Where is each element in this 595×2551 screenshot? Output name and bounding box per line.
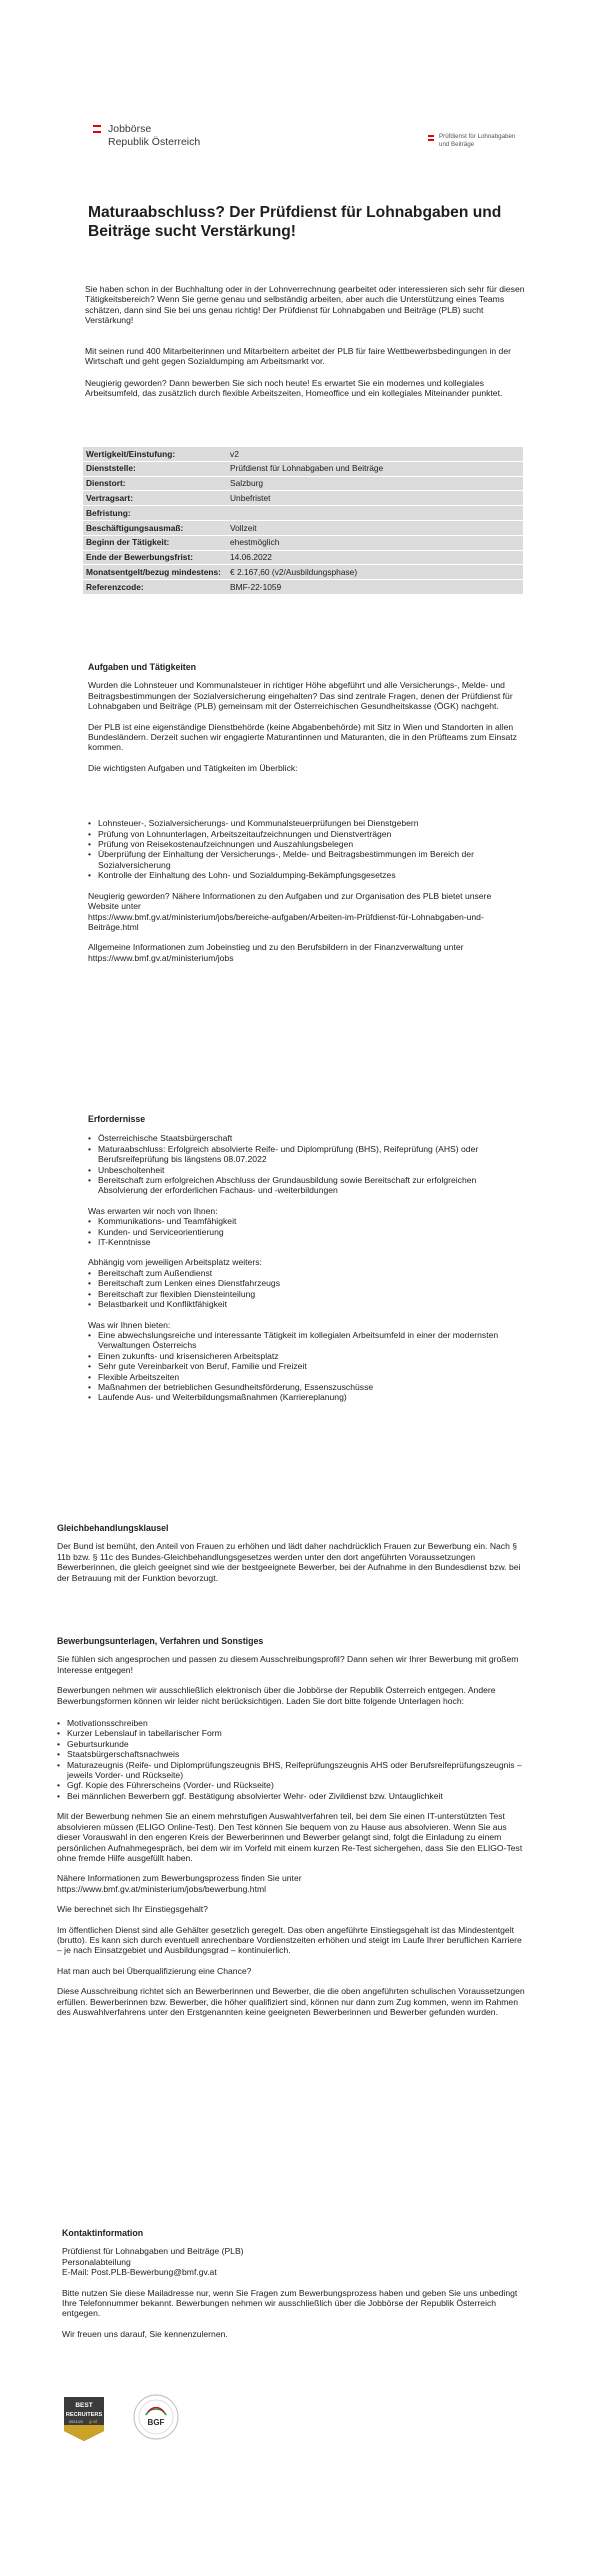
bewerbung-info-link[interactable]: https://www.bmf.gv.at/ministerium/jobs/bewerbung.html [57, 1883, 267, 1894]
bgf-seal-icon [132, 2393, 180, 2441]
fact-key: Befristung: [83, 506, 227, 521]
page-title: Maturaabschluss? Der Prüfdienst für Lohnabgaben und Beiträge sucht Verstärkung! [88, 204, 502, 241]
fact-row [83, 565, 523, 580]
faq-question: Hat man auch bei Überqualifizierung eine Chance? [57, 1965, 252, 1976]
section-heading: Kontaktinformation [62, 2228, 144, 2238]
list-item: • Maßnahmen der betrieblichen Gesundheitsförderung, Essenszuschüsse [88, 1382, 524, 1392]
fact-key: Dienstort: [83, 476, 227, 491]
list-item: • Prüfung von Reisekostenaufzeichnungen und Auszahlungsbelegen [88, 839, 524, 849]
fact-row [83, 476, 523, 491]
paragraph: Was wir Ihnen bieten: [88, 1319, 171, 1330]
bgf-text: BGF [147, 2418, 165, 2427]
fact-row [83, 550, 523, 565]
list-item: • IT-Kenntnisse [88, 1237, 524, 1247]
best-recruiters-badge [62, 2395, 106, 2443]
section-heading: Aufgaben und Tätigkeiten [88, 662, 197, 672]
fact-value: € 2.167,60 (v2/Ausbildungsphase) [227, 565, 523, 580]
paragraph: Der Bund ist bemüht, den Anteil von Frauen zu erhöhen und lädt daher nachdrücklich Frauen zur Bewerbung ein. Nach § 11b bzw. § 11c des Bundes-Gleichbehandlungsgesetzes werden unter den dort angeführten Voraussetzungen Bewerberinnen, die gleich geeignet sind wie der bestgeeignete Bewerber, bei der Aufnahme in den Bundesdienst bzw. bei der Betrauung mit der Funktion bevorzugt. [57, 1541, 521, 1583]
faq-question: Wie berechnet sich Ihr Einstiegsgehalt? [57, 1904, 208, 1915]
plb-logo-line-2: und Beiträge [439, 140, 475, 148]
list-item: • Bereitschaft zur flexiblen Diensteinteilung [88, 1289, 524, 1299]
list-item: • Eine abwechslungsreiche und interessante Tätigkeit im kollegialen Arbeitsumfeld in einer der modernsten Verwaltungen Österreichs [88, 1330, 524, 1351]
list-item: • Staatsbürgerschaftsnachweis [57, 1749, 527, 1759]
fact-value: ehestmöglich [227, 535, 523, 550]
list-item: • Bereitschaft zum Lenken eines Dienstfahrzeugs [88, 1278, 524, 1288]
documents-list [57, 1718, 527, 1801]
contact-department: Personalabteilung [62, 2256, 131, 2267]
paragraph: Bewerbungen nehmen wir ausschließlich elektronisch über die Jobbörse der Republik Österreich entgegen. Andere Bewerbungsformen können wir leider nicht berücksichtigen. Laden Sie dort bitte folgende Unterlagen hoch: [57, 1685, 496, 1706]
fact-value: v2 [227, 447, 523, 461]
workplace-list [88, 1268, 524, 1310]
fact-key: Vertragsart: [83, 491, 227, 506]
list-item: • Bereitschaft zum Außendienst [88, 1268, 524, 1278]
list-item: • Unbescholtenheit [88, 1165, 524, 1175]
list-item: • Kommunikations- und Teamfähigkeit [88, 1216, 524, 1226]
fact-key: Ende der Bewerbungsfrist: [83, 550, 227, 565]
paragraph: Der PLB ist eine eigenständige Dienstbehörde (keine Abgabenbehörde) mit Sitz in Wien und Standorten in allen Bundesländern. Derzeit suchen wir engagierte Maturantinnen und Maturanten, die in den Prüfteams zum Einsatz kommen. [88, 721, 517, 753]
paragraph: Sie fühlen sich angesprochen und passen zu diesem Ausschreibungsprofil? Dann sehen wir Ihrer Bewerbung mit großem Interesse entgegen! [57, 1654, 519, 1675]
intro-paragraph-1: Sie haben schon in der Buchhaltung oder in der Lohnverrechnung gearbeitet oder interessieren sich sehr für diesen Tätigkeitsbereich? Wenn Sie gerne genau und selbständig arbeiten, aber auch die Unterstützung eines Teams schätzen, dann sind Sie bei uns genau richtig! Der Prüfdienst für Lohnabgaben und Beiträge (PLB) sucht Verstärkung! [85, 284, 525, 326]
paragraph: Abhängig vom jeweiligen Arbeitsplatz weiters: [88, 1257, 262, 1268]
list-item: • Kurzer Lebenslauf in tabellarischer Form [57, 1728, 527, 1738]
paragraph: Was erwarten wir noch von Ihnen: [88, 1205, 218, 1216]
list-item: • Kontrolle der Einhaltung des Lohn- und Sozialdumping-Bekämpfungsgesetzes [88, 870, 524, 880]
list-item: • Einen zukunfts- und krisensicheren Arbeitsplatz [88, 1351, 524, 1361]
plb-info-link[interactable]: https://www.bmf.gv.at/ministerium/jobs/bereiche-aufgaben/Arbeiten-im-Prüfdienst-für-Lohnabgaben-und-Beiträge.html [88, 911, 484, 932]
list-item: • Überprüfung der Einhaltung der Versicherungs-, Melde- und Beitragsbestimmungen im Bereich der Sozialversicherung [88, 849, 524, 870]
fact-row [83, 491, 523, 506]
contact-email[interactable]: E-Mail: Post.PLB-Bewerbung@bmf.gv.at [62, 2267, 217, 2278]
fact-key: Beschäftigungsausmaß: [83, 520, 227, 535]
list-item: • Motivationsschreiben [57, 1718, 527, 1728]
paragraph-text: Allgemeine Informationen zum Jobeinstieg und zu den Berufsbildern in der Finanzverwaltung unter [88, 942, 464, 953]
fact-key: Wertigkeit/Einstufung: [83, 447, 227, 461]
fact-row [83, 461, 523, 476]
badge-text-recruiters: RECRUITERS [65, 2412, 103, 2418]
list-item: • Ggf. Kopie des Führerscheins (Vorder- und Rückseite) [57, 1780, 527, 1790]
jobs-info-link[interactable]: https://www.bmf.gv.at/ministerium/jobs [88, 952, 234, 963]
section-gleichbehandlung [57, 1523, 527, 1583]
list-item: • Bei männlichen Bewerbern ggf. Bestätigung absolvierter Wehr- oder Zivildienst bzw. Untauglichkeit [57, 1791, 527, 1801]
list-item: • Prüfung von Lohnunterlagen, Arbeitszeitaufzeichnungen und Dienstverträgen [88, 829, 524, 839]
paragraph-text: Neugierig geworden? Nähere Informationen zu den Aufgaben und zur Organisation des PLB bietet unsere Website unter [88, 890, 492, 912]
section-erfordernisse [88, 1114, 524, 1403]
fact-row [83, 580, 523, 595]
fact-value: Salzburg [227, 476, 523, 491]
fact-value: Prüfdienst für Lohnabgaben und Beiträge [227, 461, 523, 476]
section-bewerbung [57, 1636, 527, 2017]
section-heading: Bewerbungsunterlagen, Verfahren und Sonstiges [57, 1636, 264, 1646]
paragraph-text: Nähere Informationen zum Bewerbungsprozess finden Sie unter [57, 1873, 302, 1884]
expectations-list [88, 1216, 524, 1247]
list-item: • Flexible Arbeitszeiten [88, 1372, 524, 1382]
fact-key: Referenzcode: [83, 580, 227, 595]
fact-value [227, 506, 523, 521]
fact-value: 14.06.2022 [227, 550, 523, 565]
best-recruiters-badge-icon [62, 2395, 106, 2443]
contact-org: Prüfdienst für Lohnabgaben und Beiträge (PLB) [62, 2246, 244, 2257]
list-item: • Geburtsurkunde [57, 1739, 527, 1749]
paragraph: Wurden die Lohnsteuer und Kommunalsteuer in richtiger Höhe abgeführt und alle Versicherungs-, Melde- und Beitragsbestimmungen der Sozialversicherung eingehalten? Das sind zentrale Fragen, denen der Prüfdienst für Lohnabgaben und Beiträge (PLB) gemeinsam mit der Österreichischen Gesundheitskasse (ÖGK) nachgeht. [88, 680, 513, 712]
fact-key: Beginn der Tätigkeit: [83, 535, 227, 550]
badge-text-best: BEST [75, 2402, 93, 2409]
faq-answer: Im öffentlichen Dienst sind alle Gehälter gesetzlich geregelt. Das oben angeführte Einstiegsgehalt ist das Mindestentgelt (brutto). Es kann sich durch eventuell anrechenbare Vordienstzeiten erhöhen und steigt im Laufe Ihrer beruflichen Karriere – je nach Einsatzgebiet und Ausbildungsgrad – kontinuierlich. [57, 1924, 522, 1956]
badge-text-year: 2021/22 [68, 2419, 84, 2424]
fact-row [83, 535, 523, 550]
list-item: • Belastbarkeit und Konfliktfähigkeit [88, 1299, 524, 1309]
fact-row [83, 447, 523, 461]
paragraph: Wir freuen uns darauf, Sie kennenzulernen. [62, 2328, 228, 2339]
list-item: • Kunden- und Serviceorientierung [88, 1227, 524, 1237]
austria-flag-small-icon [428, 135, 434, 140]
section-heading: Gleichbehandlungsklausel [57, 1523, 169, 1533]
fact-key: Monatsentgelt/bezug mindestens: [83, 565, 227, 580]
plb-logo [428, 133, 548, 148]
paragraph: Mit der Bewerbung nehmen Sie an einem mehrstufigen Auswahlverfahren teil, bei dem Sie einen IT-unterstützten Test absolvieren müssen (ELIGO Online-Test). Den Test können Sie bequem von zu Hause aus absolvieren. Wenn Sie aus dieser Vorauswahl in den engeren Kreis der Bewerberinnen und Bewerber gelangt sind, folgt die Einladung zu einem persönlichen Aufnahmegespräch, bei dem wir im Vorfeld mit einem kurzen Re-Test sichergehen, dass Sie den ELIGO-Test ohne fremde Hilfe ausgefüllt haben. [57, 1811, 523, 1863]
paragraph [88, 942, 524, 963]
section-heading: Erfordernisse [88, 1114, 146, 1124]
list-item: • Lohnsteuer-, Sozialversicherungs- und Kommunalsteuerprüfungen bei Dienstgebern [88, 818, 524, 828]
list-item: • Laufende Aus- und Weiterbildungsmaßnahmen (Karriereplanung) [88, 1392, 524, 1402]
intro-paragraph-2: Mit seinen rund 400 Mitarbeiterinnen und Mitarbeitern arbeitet der PLB für faire Wettbewerbsbedingungen in der Wirtschaft und geht gegen Sozialdumping am Arbeitsmarkt vor. [85, 346, 511, 367]
benefits-list [88, 1330, 524, 1403]
fact-value: Unbefristet [227, 491, 523, 506]
paragraph: Die wichtigsten Aufgaben und Tätigkeiten im Überblick: [88, 762, 298, 773]
faq-answer: Diese Ausschreibung richtet sich an Bewerberinnen und Bewerber, die die oben angeführten schulischen Voraussetzungen erfüllen. Bewerberinnen bzw. Bewerber, die höher qualifiziert sind, können nur dann zum Zug kommen, wenn im Rahmen des Auswahlverfahrens unter den Erstgenannten keine geeigneten Bewerberinnen und Bewerber gefunden wurden. [57, 1986, 525, 2017]
job-facts-table [83, 447, 523, 595]
list-item: • Bereitschaft zum erfolgreichen Abschluss der Grundausbildung sowie Bereitschaft zur erfolgreichen Absolvierung der erforderlichen Fachaus- und -weiterbildungen [88, 1175, 524, 1196]
list-item: • Österreichische Staatsbürgerschaft [88, 1133, 524, 1143]
fact-value: Vollzeit [227, 520, 523, 535]
task-list [88, 818, 524, 880]
fact-row [83, 506, 523, 521]
requirements-list [88, 1133, 524, 1195]
section-kontakt [62, 2228, 526, 2339]
paragraph [57, 1873, 527, 1894]
list-item: • Maturaabschluss: Erfolgreich absolvierte Reife- und Diplomprüfung (BHS), Reifeprüfung (AHS) oder Berufsreifeprüfung bis längstens 08.07.2022 [88, 1144, 524, 1165]
brand-line-1: Jobbörse [108, 123, 152, 135]
list-item: • Maturazeugnis (Reife- und Diplomprüfungszeugnis BHS, Reifeprüfungszeugnis AHS oder Berufsreifeprüfungszeugnis – jeweils Vorder- und Rückseite) [57, 1760, 527, 1781]
brand-line-2: Republik Österreich [108, 136, 201, 148]
list-item: • Sehr gute Vereinbarkeit von Beruf, Familie und Freizeit [88, 1361, 524, 1371]
paragraph: Bitte nutzen Sie diese Mailadresse nur, wenn Sie Fragen zum Bewerbungsprozess haben und geben Sie uns unbedingt Ihre Telefonnummer bekannt. Bewerbungen nehmen wir ausschließlich über die Jobbörse der Republik Österreich entgegen. [62, 2287, 518, 2319]
paragraph [88, 891, 524, 933]
plb-logo-line-1: Prüfdienst für Lohnabgaben [439, 133, 516, 140]
bgf-seal [132, 2393, 180, 2441]
fact-row [83, 520, 523, 535]
fact-key: Dienststelle: [83, 461, 227, 476]
badge-text-gold: gold [88, 2419, 98, 2424]
fact-value: BMF-22-1059 [227, 580, 523, 595]
intro-paragraph-3: Neugierig geworden? Dann bewerben Sie sich noch heute! Es erwartet Sie ein modernes und kollegiales Arbeitsumfeld, das zusätzlich durch flexible Arbeitszeiten, Homeoffice und ein kollegiales Miteinander punktet. [85, 378, 503, 399]
header [0, 120, 595, 160]
section-aufgaben [88, 662, 524, 963]
